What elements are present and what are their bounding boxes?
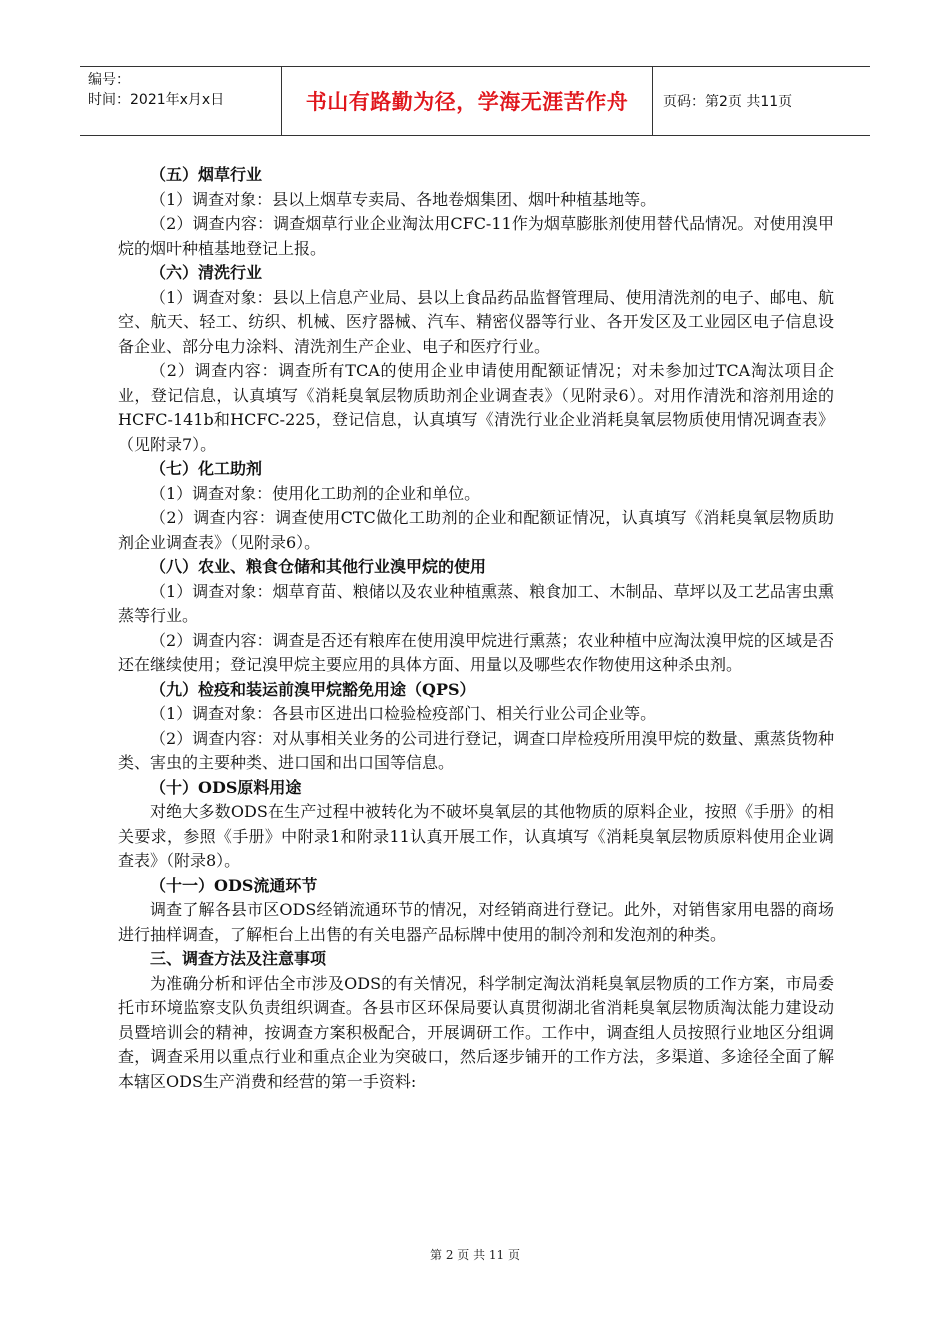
page-header: [80, 66, 870, 136]
header-page-info: 页码：第2页 共11页: [663, 94, 793, 110]
body-paragraph: （2）调查内容：对从事相关业务的公司进行登记，调查口岸检疫所用溴甲烷的数量、熏蒸货物种类、害虫的主要种类、进口国和出口国等信息。: [118, 728, 834, 772]
body-paragraph: （1）调查对象：县以上烟草专卖局、各地卷烟集团、烟叶种植基地等。: [150, 189, 657, 209]
body-paragraph: （2）调查内容：调查所有TCA的使用企业申请使用配额证情况；对未参加过TCA淘汰项目企业，登记信息，认真填写《消耗臭氧层物质助剂企业调查表》（见附录6）。对用作清洗和溶剂用途的HCFC-141b和HCFC-225，登记信息，认真填写《清洗行业企业消耗臭氧层物质使用情况调查表》（见附录7）。: [118, 361, 834, 454]
body-paragraph: （2）调查内容：调查是否还有粮库在使用溴甲烷进行熏蒸；农业种植中应淘汰溴甲烷的区域是否还在继续使用；登记溴甲烷主要应用的具体方面、用量以及哪些农作物使用这种杀虫剂。: [118, 630, 834, 674]
body-paragraph: （1）调查对象：烟草育苗、粮储以及农业种植熏蒸、粮食加工、木制品、草坪以及工艺品害虫熏蒸等行业。: [118, 581, 834, 625]
section-heading: 三、调查方法及注意事项: [150, 949, 327, 968]
section-heading: （六）清洗行业: [150, 263, 263, 282]
body-paragraph: （1）调查对象：各县市区进出口检验检疫部门、相关行业公司企业等。: [150, 704, 657, 723]
section-heading: （八）农业、粮食仓储和其他行业溴甲烷的使用: [150, 557, 487, 576]
document-number-label: 编号：: [88, 72, 130, 88]
body-paragraph: （1）调查对象：县以上信息产业局、县以上食品药品监督管理局、使用清洗剂的电子、邮电、航空、航天、轻工、纺织、机械、医疗器械、汽车、精密仪器等行业、各开发区及工业园区电子信息设备企业、部分电力涂料、清洗剂生产企业、电子和医疗行业。: [118, 287, 834, 356]
document-time-label: 时间：2021年x月x日: [88, 92, 225, 108]
body-paragraph: 对绝大多数ODS在生产过程中被转化为不破坏臭氧层的其他物质的原料企业，按照《手册》的相关要求，参照《手册》中附录1和附录11认真开展工作，认真填写《消耗臭氧层物质原料使用企业调查表》（附录8）。: [118, 802, 834, 870]
section-heading: （十）ODS原料用途: [150, 777, 302, 797]
section-heading: （九）检疫和装运前溴甲烷豁免用途（QPS）: [150, 679, 476, 699]
section-heading: （五）烟草行业: [150, 165, 263, 184]
document-body: [118, 163, 834, 1094]
body-paragraph: 调查了解各县市区ODS经销流通环节的情况，对经销商进行登记。此外，对销售家用电器的商场进行抽样调查，了解柜台上出售的有关电器产品标牌中使用的制冷剂和发泡剂的种类。: [118, 900, 834, 944]
body-paragraph: （2）调查内容：调查使用CTC做化工助剂的企业和配额证情况，认真填写《消耗臭氧层物质助剂企业调查表》（见附录6）。: [118, 508, 834, 552]
body-paragraph: 为准确分析和评估全市涉及ODS的有关情况，科学制定淘汰消耗臭氧层物质的工作方案，市局委托市环境监察支队负责组织调查。各县市区环保局要认真贯彻湖北省消耗臭氧层物质淘汰能力建设动员暨培训会的精神，按调查方案积极配合，开展调研工作。工作中，调查组人员按照行业地区分组调查，调查采用以重点行业和重点企业为突破口，然后逐步铺开的工作方法，多渠道、多途径全面了解本辖区ODS生产消费和经营的第一手资料:: [118, 973, 834, 1091]
page-footer: 第 2 页 共 11 页: [430, 1248, 520, 1262]
body-paragraph: （1）调查对象：使用化工助剂的企业和单位。: [150, 483, 481, 503]
section-heading: （十一）ODS流通环节: [150, 875, 318, 895]
body-paragraph: （2）调查内容：调查烟草行业企业淘汰用CFC-11作为烟草膨胀剂使用替代品情况。对使用溴甲烷的烟叶种植基地登记上报。: [118, 214, 834, 258]
header-motto: 书山有路勤为径，学海无涯苦作舟: [282, 67, 653, 135]
header-meta: [80, 67, 282, 135]
section-heading: （七）化工助剂: [150, 459, 263, 478]
